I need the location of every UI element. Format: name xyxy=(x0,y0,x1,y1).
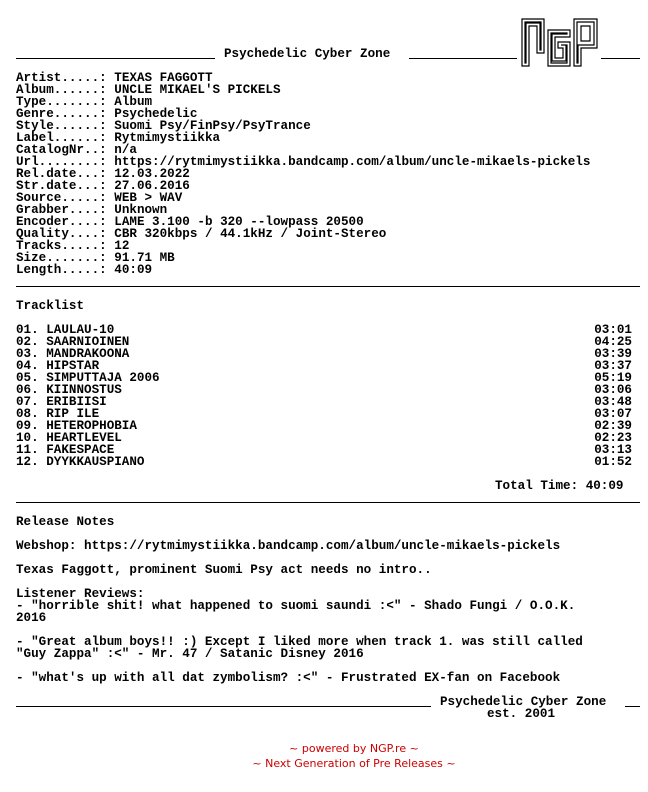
info-label: Grabber....: xyxy=(16,203,107,217)
info-label: Quality....: xyxy=(16,227,107,241)
info-value: https://rytmimystiikka.bandcamp.com/album/uncle-mikaels-pickels xyxy=(114,155,591,169)
info-label: Style......: xyxy=(16,119,107,133)
info-row xyxy=(16,264,590,276)
info-value: 40:09 xyxy=(114,263,153,277)
review-1-line-2: 2016 xyxy=(16,611,47,625)
info-label: Length.....: xyxy=(16,263,107,277)
info-value: Psychedelic xyxy=(114,107,198,121)
track-title: 09. HETEROPHOBIA xyxy=(16,419,137,433)
footer-rule-right xyxy=(625,706,640,707)
footer-est: est. 2001 xyxy=(487,707,556,721)
track-time: 02:23 xyxy=(594,431,632,445)
footer-rule-left xyxy=(16,706,431,707)
track-title: 05. SIMPUTTAJA 2006 xyxy=(16,371,160,385)
info-value: CBR 320kbps / 44.1kHz / Joint-Stereo xyxy=(114,227,387,241)
review-2-line-1: - "Great album boys!! :) Except I liked more when track 1. was still called xyxy=(16,635,583,649)
divider-info xyxy=(16,286,640,287)
track-time: 03:07 xyxy=(594,407,632,421)
info-value: TEXAS FAGGOTT xyxy=(114,71,213,85)
info-value: Album xyxy=(114,95,153,109)
footer-title: Psychedelic Cyber Zone xyxy=(440,695,607,709)
footer-links xyxy=(0,741,648,771)
track-time: 05:19 xyxy=(594,371,632,385)
track-title: 12. DYYKKAUSPIANO xyxy=(16,455,145,469)
info-value: 12 xyxy=(114,239,130,253)
info-label: Artist.....: xyxy=(16,71,107,85)
track-time: 03:48 xyxy=(594,395,632,409)
track-time: 02:39 xyxy=(594,419,632,433)
review-1-line-1: - "horrible shit! what happened to suomi saundi :<" - Shado Fungi / O.O.K. xyxy=(16,599,576,613)
tracklist-heading: Tracklist xyxy=(16,299,85,313)
info-label: Genre......: xyxy=(16,107,107,121)
info-value: Rytmimystiikka xyxy=(114,131,221,145)
reviews-heading: Listener Reviews: xyxy=(16,587,145,601)
header-rule-left xyxy=(16,58,215,59)
review-3: - "what's up with all dat zymbolism? :<" - Frustrated EX-fan on Facebook xyxy=(16,671,561,685)
info-label: Size.......: xyxy=(16,251,107,265)
track-time: 03:06 xyxy=(594,383,632,397)
release-info xyxy=(16,72,590,276)
track-time: 03:13 xyxy=(594,443,632,457)
info-label: Type.......: xyxy=(16,95,107,109)
divider-tracklist xyxy=(16,502,640,503)
track-list xyxy=(16,324,632,468)
track-row xyxy=(16,384,632,396)
info-value: UNCLE MIKAEL'S PICKELS xyxy=(114,83,281,97)
header-rule-far-right xyxy=(601,58,640,59)
review-2-line-2: "Guy Zappa" :<" - Mr. 47 / Satanic Disney 2016 xyxy=(16,647,364,661)
track-time: 03:01 xyxy=(594,323,632,337)
track-title: 03. MANDRAKOONA xyxy=(16,347,130,361)
info-label: Album......: xyxy=(16,83,107,97)
info-value: LAME 3.100 -b 320 --lowpass 20500 xyxy=(114,215,364,229)
track-title: 06. KIINNOSTUS xyxy=(16,383,122,397)
header-rule-right xyxy=(409,58,517,59)
track-time: 03:37 xyxy=(594,359,632,373)
info-label: Label......: xyxy=(16,131,107,145)
info-label: Source.....: xyxy=(16,191,107,205)
track-title: 11. FAKESPACE xyxy=(16,443,115,457)
track-title: 02. SAARNIOINEN xyxy=(16,335,130,349)
info-label: CatalogNr..: xyxy=(16,143,107,157)
info-value: WEB > WAV xyxy=(114,191,183,205)
track-time: 04:25 xyxy=(594,335,632,349)
info-value: n/a xyxy=(114,143,137,157)
track-title: 07. ERIBIISI xyxy=(16,395,107,409)
info-label: Tracks.....: xyxy=(16,239,107,253)
total-time: Total Time: 40:09 xyxy=(495,479,624,493)
info-label: Rel.date...: xyxy=(16,167,107,181)
info-label: Encoder....: xyxy=(16,215,107,229)
track-row xyxy=(16,348,632,360)
info-value: Unknown xyxy=(114,203,168,217)
webshop-line: Webshop: https://rytmimystiikka.bandcamp.com/album/uncle-mikaels-pickels xyxy=(16,539,561,553)
track-row xyxy=(16,456,632,468)
track-time: 03:39 xyxy=(594,347,632,361)
ngp-logo xyxy=(521,18,598,67)
track-title: 04. HIPSTAR xyxy=(16,359,100,373)
info-value: 91.71 MB xyxy=(114,251,175,265)
intro-line: Texas Faggott, prominent Suomi Psy act needs no intro.. xyxy=(16,563,432,577)
info-value: Suomi Psy/FinPsy/PsyTrance xyxy=(114,119,311,133)
info-value: 27.06.2016 xyxy=(114,179,190,193)
track-title: 10. HEARTLEVEL xyxy=(16,431,122,445)
header-title: Psychedelic Cyber Zone xyxy=(224,47,391,61)
info-value: 12.03.2022 xyxy=(114,167,190,181)
tagline-link[interactable]: ~ Next Generation of Pre Releases ~ xyxy=(252,757,456,770)
info-label: Str.date...: xyxy=(16,179,107,193)
info-label: Url........: xyxy=(16,155,107,169)
track-title: 01. LAULAU-10 xyxy=(16,323,115,337)
track-time: 01:52 xyxy=(594,455,632,469)
release-notes-heading: Release Notes xyxy=(16,515,115,529)
track-title: 08. RIP ILE xyxy=(16,407,100,421)
track-row xyxy=(16,396,632,408)
powered-by-link[interactable]: ~ powered by NGP.re ~ xyxy=(289,742,419,755)
